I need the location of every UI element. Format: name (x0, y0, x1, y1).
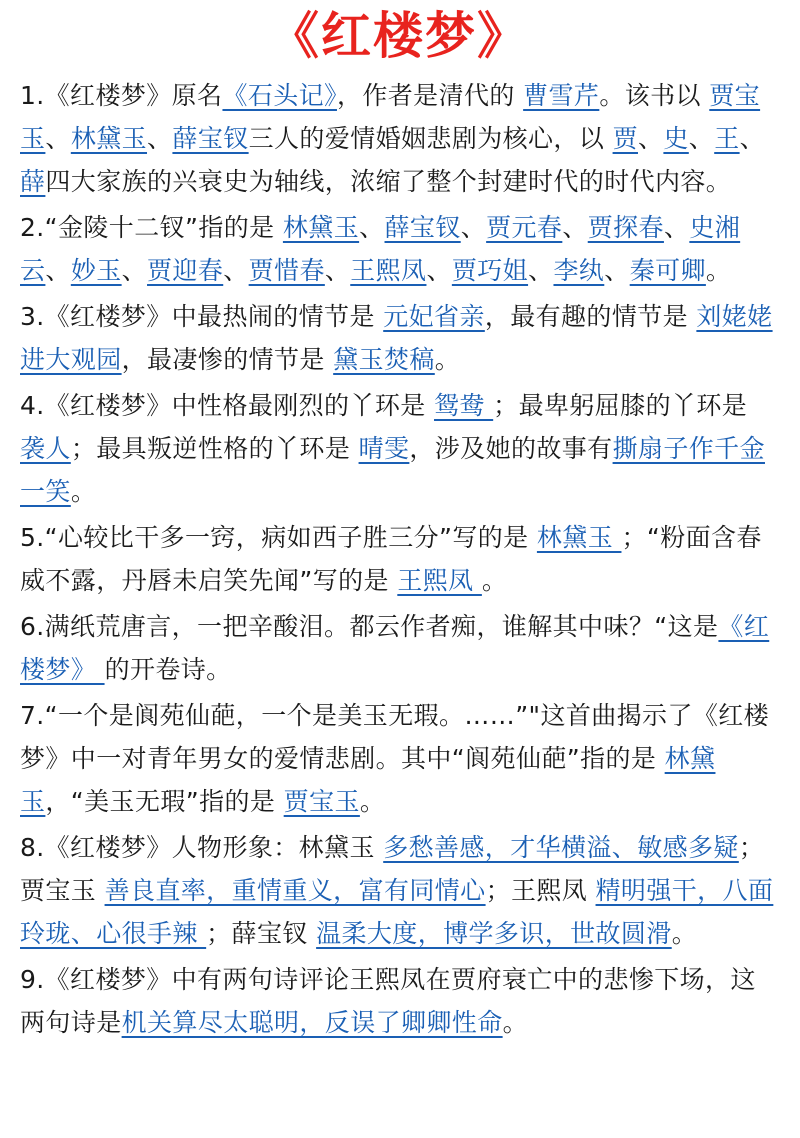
question-text: ，最凄惨的情节是 (121, 345, 334, 374)
question-text: 1.《红楼梦》原名 (20, 81, 223, 110)
answer-text: 贾巧姐 (451, 256, 529, 285)
document-title: 《红楼梦》 (269, 7, 529, 65)
answer-text: 贾宝玉 (283, 787, 360, 816)
answer-text: 撕扇子作千金一笑 (20, 434, 765, 506)
answer-text: 妙玉 (70, 256, 122, 285)
answer-text: 元妃省亲 (383, 302, 485, 331)
question-item (20, 74, 778, 203)
question-text: 、 (147, 124, 173, 153)
answer-text: 李纨 (553, 256, 605, 285)
question-text: ；薛宝钗 (206, 919, 317, 948)
question-text: 、 (663, 213, 690, 242)
answer-text: 贾 (612, 124, 638, 153)
question-text: 5.“心较比干多一窍，病如西子胜三分”写的是 (20, 523, 537, 552)
question-text: 4.《红楼梦》中性格最刚烈的丫环是 (20, 391, 435, 420)
answer-text: 林黛玉 (282, 213, 360, 242)
question-text: 7.“一个是阆苑仙葩，一个是美玉无瑕。……”"这首曲揭示了《红楼梦》中一对青年男女的爱情悲剧。其中“阆苑仙葩”指的是 (20, 701, 770, 773)
question-text: 、 (359, 213, 385, 242)
answer-text: 鸳鸯 (434, 391, 494, 420)
question-text: ；最卑躬屈膝的丫环是 (493, 391, 748, 420)
answer-text: 善良直率，重情重义，富有同情心 (104, 876, 486, 905)
question-item (20, 958, 778, 1044)
question-text: ；“粉面含春威不露，丹唇未启笑先闻”写的是 (20, 523, 762, 595)
answer-text: 贾惜春 (248, 256, 325, 285)
question-text: 、 (604, 256, 630, 285)
answer-text: 林黛玉 (70, 124, 148, 153)
question-item (20, 694, 778, 823)
answer-text: 秦可卿 (629, 256, 706, 285)
question-text: 。该书以 (599, 81, 710, 110)
question-text: 、 (223, 256, 249, 285)
question-text: ，作者是清代的 (336, 81, 524, 110)
document-page (0, 6, 800, 1138)
answer-text: 机关算尽太聪明，反误了卿卿性命 (121, 1008, 503, 1037)
question-text: 、 (528, 256, 554, 285)
question-text: 2.“金陵十二钗”指的是 (20, 213, 283, 242)
question-item (20, 384, 778, 513)
answer-text: 王熙凤 (350, 256, 427, 285)
answer-text: 林黛玉 (536, 523, 622, 552)
question-text: 、 (45, 256, 71, 285)
answer-text: 袭人 (20, 434, 71, 463)
answer-text: 多愁善感，才华横溢、敏感多疑 (383, 833, 739, 862)
question-text: 。 (434, 345, 461, 374)
answer-text: 刘姥姥进大观园 (20, 302, 773, 374)
answer-text: 薛 (20, 167, 46, 196)
question-item (20, 605, 778, 691)
answer-text: 贾宝玉 (20, 81, 761, 153)
question-text: 、 (121, 256, 148, 285)
question-text: 9.《红楼梦》中有两句诗评论王熙凤在贾府衰亡中的悲惨下场，这两句诗是 (20, 965, 756, 1037)
answer-text: 史 (663, 124, 689, 153)
question-text: ，涉及她的故事有 (409, 434, 613, 463)
answer-text: 贾探春 (587, 213, 664, 242)
question-text: 。 (502, 1008, 529, 1037)
question-text: 3.《红楼梦》中最热闹的情节是 (20, 302, 384, 331)
question-text: 、 (426, 256, 452, 285)
answer-text: 史湘云 (20, 213, 741, 285)
question-text: 6.满纸荒唐言，一把辛酸泪。都云作者痴，谁解其中味？“这是 (20, 612, 719, 641)
question-text: 。 (70, 477, 97, 506)
answer-text: 曹雪芹 (523, 81, 600, 110)
question-text: 、 (688, 124, 715, 153)
answer-text: 精明强干，八面玲珑、心很手辣 (20, 876, 774, 948)
question-text: 的开卷诗。 (104, 655, 232, 684)
answer-text: 黛玉焚稿 (333, 345, 435, 374)
answer-text: 王 (714, 124, 740, 153)
question-text: 四大家族的兴衰史为轴线，浓缩了整个封建时代的时代内容。 (45, 167, 732, 196)
answer-text: 薛宝钗 (384, 213, 461, 242)
question-text: 8.《红楼梦》人物形象：林黛玉 (20, 833, 384, 862)
answer-text: 林黛玉 (20, 744, 716, 816)
question-text: ；最具叛逆性格的丫环是 (70, 434, 359, 463)
question-text: 。 (705, 256, 732, 285)
question-text: 、 (637, 124, 664, 153)
answer-text: 贾迎春 (147, 256, 224, 285)
question-text: 、 (324, 256, 351, 285)
question-text: 、 (45, 124, 71, 153)
question-text: ；王熙凤 (485, 876, 596, 905)
answer-text: 《红楼梦》 (20, 612, 770, 684)
answer-text: 温柔大度，博学多识，世故圆滑 (316, 919, 672, 948)
question-list (20, 74, 778, 1044)
answer-text: 王熙凤 (397, 566, 482, 595)
question-text: 、 (562, 213, 588, 242)
answer-text: 《石头记》 (222, 81, 337, 110)
question-text: 。 (671, 919, 698, 948)
question-text: 三人的爱情婚姻悲剧为核心，以 (248, 124, 613, 153)
question-text: ，“美玉无瑕”指的是 (45, 787, 284, 816)
question-item (20, 826, 778, 955)
question-text: 。 (481, 566, 508, 595)
answer-text: 晴雯 (358, 434, 410, 463)
question-text: 。 (359, 787, 386, 816)
question-text: 、 (460, 213, 487, 242)
answer-text: 贾元春 (486, 213, 563, 242)
question-text: ；贾宝玉 (20, 833, 765, 905)
question-text: ，最有趣的情节是 (484, 302, 697, 331)
question-text: 、 (739, 124, 766, 153)
question-item (20, 516, 778, 602)
answer-text: 薛宝钗 (172, 124, 249, 153)
question-item (20, 295, 778, 381)
question-item (20, 206, 778, 292)
